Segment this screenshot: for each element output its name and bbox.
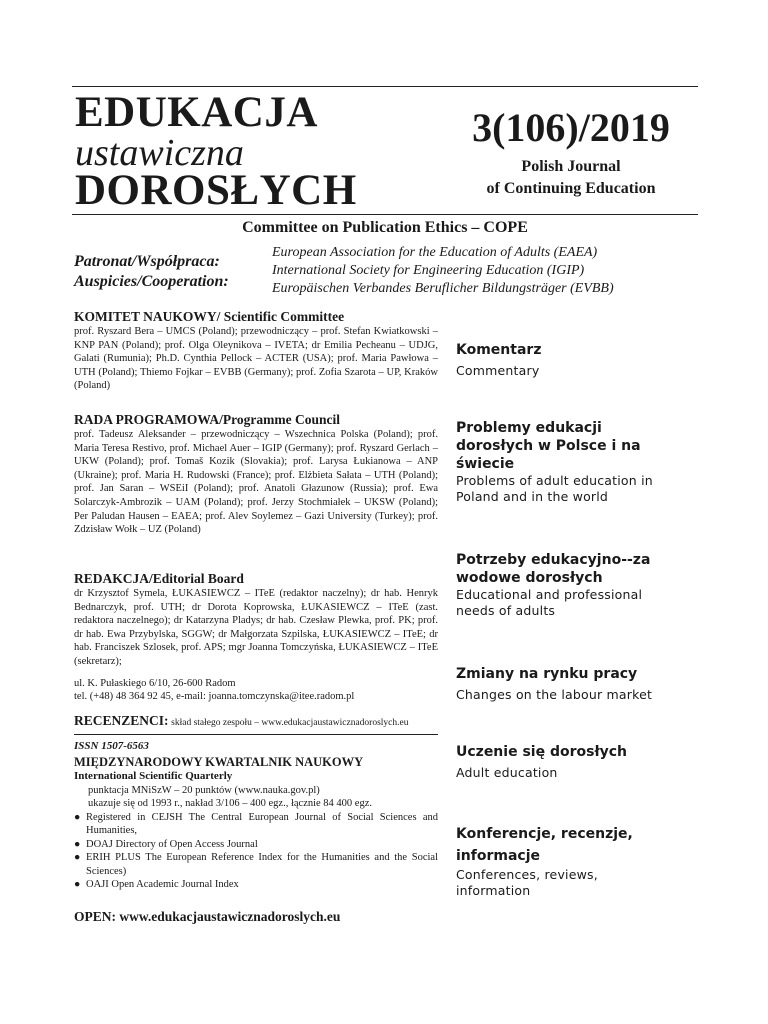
section-subtitle: Problems of adult education in Poland and in the world	[456, 473, 653, 504]
section-title: Uczenie się dorosłych	[456, 744, 628, 760]
redakcja-contact: tel. (+48) 48 364 92 45, e-mail: joanna.tomczynska@itee.radom.pl	[74, 691, 355, 703]
komitet-section	[74, 309, 438, 393]
rada-body: prof. Tadeusz Aleksander – przewodniczący – Wszechnica Polska (Poland); prof. Maria Teresa Restivo, prof. Michael Auer – IGIP (Germany); prof. Ryszard Gerlach – UKW (Poland); prof. Tomaš Kozik (Slovakia); prof. Larysa Łukianowa – ANP (Ukraine); prof. Maria H. Rudowski (France); prof. Elżbieta Sałata – UTH (Poland); prof. Jan Saran – WSEiI (Poland); prof. Anatoli Głazunow (Russia); prof. Ewa Solarczyk-Ambrozik – UAM (Poland); prof. Jerzy Stochmiałek – UKSW (Poland); Per Paludan Hausen – EAEA; prof. Alev Soylemez – Gazi University (Turkey); prof. Zdzisław Wołk – UZ (Poland)	[74, 429, 438, 536]
redakcja-heading: REDAKCJA/Editorial Board	[74, 571, 244, 586]
auspice-item: International Society for Engineering Education (IGIP)	[272, 263, 585, 278]
section-konferencje	[456, 823, 666, 899]
section-title: Konferencje, recenzje, informacje	[456, 826, 633, 864]
list-item	[74, 838, 438, 852]
redakcja-section	[74, 571, 438, 704]
bullet-icon: ●	[74, 879, 81, 891]
top-rule	[72, 86, 698, 87]
list-item	[74, 811, 438, 838]
komitet-body: prof. Ryszard Bera – UMCS (Poland); przewodniczący – prof. Stefan Kwiatkowski – KNP PAN (Poland); prof. Olga Oleynikova – IVETA; dr Emilia Pecheanu – UDJG, Galati (Rumunia); Ph.D. Cynthia Pellock – ACTER (USA); prof. Maria Pawłowa – UTH (Poland); Thiemo Fojkar – EVBB (Germany); prof. Zofia Szarota – UP, Kraków (Poland)	[74, 326, 438, 392]
recenzenci-text: skład stałego zespołu – www.edukacjaustawicznadoroslych.eu	[171, 718, 409, 728]
index-item-text: Registered in CEJSH The Central European Journal of Social Sciences and Humanities,	[86, 811, 438, 837]
auspice-item: Europäischen Verbandes Beruflicher Bildungsträger (EVBB)	[272, 281, 614, 296]
auspice-item: European Association for the Education of Adults (EAEA)	[272, 245, 598, 260]
header-rule	[72, 214, 698, 215]
title-line2: ustawiczna	[75, 132, 244, 174]
rada-section	[74, 412, 438, 537]
section-potrzeby	[456, 551, 656, 619]
patronat-label-en: Auspicies/Cooperation:	[74, 273, 229, 290]
section-title: Komentarz	[456, 342, 542, 358]
index-item-text: DOAJ Directory of Open Access Journal	[86, 838, 258, 850]
patronat-label-pl: Patronat/Współpraca:	[74, 253, 220, 270]
journal-subtitle	[438, 156, 704, 200]
list-item	[74, 878, 438, 892]
section-problemy	[456, 419, 656, 505]
kwartalnik-sub: International Scientific Quarterly	[74, 770, 233, 782]
title-line1: EDUKACJA	[75, 89, 318, 136]
section-subtitle: Adult education	[456, 765, 558, 780]
rada-heading: RADA PROGRAMOWA/Programme Council	[74, 412, 340, 427]
open-label: OPEN	[74, 909, 112, 924]
auspice-list	[272, 244, 614, 298]
kwartalnik-section	[74, 755, 438, 892]
section-subtitle: Changes on the labour market	[456, 687, 653, 702]
bullet-icon: ●	[74, 852, 81, 864]
index-item-text: ERIH PLUS The European Reference Index for the Humanities and the Social Sciences)	[86, 852, 438, 877]
section-subtitle: Conferences, reviews, information	[456, 867, 598, 898]
journal-line1: Polish Journal	[521, 158, 621, 175]
index-item-text: OAJI Open Academic Journal Index	[86, 879, 239, 891]
patronat-label	[74, 252, 229, 292]
recenzenci-line	[74, 714, 438, 731]
section-title: Problemy edukacji dorosłych w Polsce i na świecie	[456, 420, 641, 472]
section-subtitle: Educational and professional needs of adults	[456, 587, 643, 618]
issn-line: ISSN 1507-6563	[74, 740, 149, 752]
list-item	[74, 851, 438, 878]
left-divider	[74, 734, 438, 735]
bullet-icon: ●	[74, 838, 81, 850]
section-title: Potrzeby edukacyjno--zawodowe dorosłych	[456, 552, 651, 586]
bullet-icon: ●	[74, 811, 81, 823]
section-zmiany	[456, 665, 706, 703]
section-uczenie	[456, 743, 706, 781]
redakcja-body: dr Krzysztof Symela, ŁUKASIEWCZ – ITeE (redaktor naczelny); dr hab. Henryk Bednarczyk, prof. UTH; dr Dorota Koprowska, ŁUKASIEWCZ – ITeE (zast. redaktora naczelnego); dr Katarzyna Pladys; dr hab. Czesław Plewka, prof. PK; prof. dr hab. Ewa Przybylska, SGGW; dr Małgorzata Szpilska, ŁUKASIEWCZ – ITeE; dr hab. Franciszek Szlosek, prof. APS; mgr Joanna Tomczyńska, ŁUKASIEWCZ – ITeE (sekretarz);	[74, 588, 438, 667]
index-list	[74, 811, 438, 892]
section-title: Zmiany na rynku pracy	[456, 666, 638, 682]
komitet-heading: KOMITET NAUKOWY/ Scientific Committee	[74, 309, 345, 324]
kwartalnik-line2: ukazuje się od 1993 r., nakład 3/106 – 400 egz., łącznie 84 400 egz.	[88, 798, 373, 810]
cope-line: Committee on Publication Ethics – COPE	[242, 219, 528, 236]
journal-line2: of Continuing Education	[486, 180, 656, 197]
title-line3: DOROSŁYCH	[75, 167, 357, 214]
open-line	[74, 909, 438, 925]
kwartalnik-heading: MIĘDZYNARODOWY KWARTALNIK NAUKOWY	[74, 755, 364, 769]
open-url[interactable]: : www.edukacjaustawicznadoroslych.eu	[111, 909, 341, 924]
issue-number: 3(106)/2019	[472, 105, 670, 150]
kwartalnik-line1: punktacja MNiSzW – 20 punktów (www.nauka.gov.pl)	[88, 784, 320, 796]
recenzenci-label: RECENZENCI:	[74, 713, 169, 728]
redakcja-address: ul. K. Pułaskiego 6/10, 26-600 Radom	[74, 677, 236, 689]
section-komentarz	[456, 341, 706, 379]
section-subtitle: Commentary	[456, 363, 540, 378]
